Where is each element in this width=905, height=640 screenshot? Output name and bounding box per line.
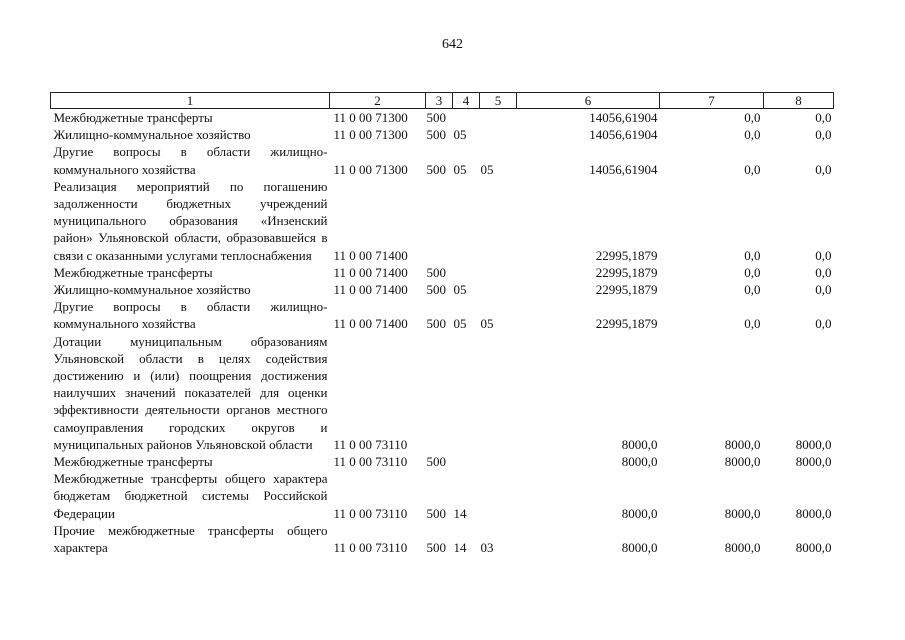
row-col3: 500 — [426, 161, 446, 177]
table-row — [51, 109, 834, 127]
row-col3 — [426, 178, 453, 264]
row-col7: 0,0 — [744, 161, 761, 177]
row-code: 11 0 00 71400 — [333, 247, 408, 263]
row-col6: 22995,1879 — [595, 282, 658, 298]
row-col3: 500 — [426, 127, 446, 143]
table-row — [51, 143, 834, 177]
row-col5 — [480, 178, 517, 264]
row-code: 11 0 00 73110 — [333, 436, 408, 452]
row-code: 11 0 00 71400 — [333, 282, 408, 298]
row-col7: 0,0 — [744, 247, 761, 263]
row-col8: 0,0 — [815, 127, 832, 143]
row-col4 — [453, 453, 480, 470]
budget-table-container — [50, 92, 833, 556]
row-col6: 8000,0 — [621, 454, 658, 470]
row-col8: 0,0 — [815, 247, 832, 263]
row-col7: 0,0 — [744, 282, 761, 298]
row-code: 11 0 00 71400 — [333, 316, 408, 332]
row-col8: 8000,0 — [795, 454, 832, 470]
row-col4 — [453, 109, 480, 127]
table-row — [51, 522, 834, 556]
row-col8: 8000,0 — [795, 436, 832, 452]
row-col3: 500 — [426, 454, 446, 470]
row-col5 — [480, 281, 517, 298]
row-name: Межбюджетные трансферты общего характера бюджетам бюджетной системы Российской Федерации — [53, 471, 328, 521]
header-cell-1: 1 — [51, 93, 330, 109]
table-row — [51, 453, 834, 470]
row-col3: 500 — [426, 540, 446, 556]
row-col7: 0,0 — [744, 127, 761, 143]
row-col7: 0,0 — [744, 316, 761, 332]
row-name: Жилищно-коммунальное хозяйство — [53, 282, 251, 298]
row-col8: 0,0 — [815, 264, 832, 280]
row-col3: 500 — [426, 110, 446, 125]
header-cell-5: 5 — [480, 93, 517, 109]
row-col7: 8000,0 — [724, 454, 761, 470]
row-col3: 500 — [426, 505, 446, 521]
header-cell-6: 6 — [517, 93, 660, 109]
row-col5 — [480, 453, 517, 470]
table-header — [51, 93, 834, 109]
row-name: Другие вопросы в области жилищно-коммунального хозяйства — [53, 144, 328, 177]
row-col4: 14 — [453, 505, 467, 521]
row-col3: 500 — [426, 316, 446, 332]
row-col6: 14056,61904 — [589, 127, 658, 143]
row-col6: 22995,1879 — [595, 247, 658, 263]
table-row — [51, 281, 834, 298]
row-col7: 0,0 — [744, 264, 761, 280]
row-col7: 8000,0 — [724, 505, 761, 521]
table-row — [51, 333, 834, 453]
row-name: Прочие межбюджетные трансферты общего характера — [53, 522, 328, 556]
page-number: 642 — [442, 37, 463, 52]
row-col6: 14056,61904 — [589, 161, 658, 177]
table-row — [51, 264, 834, 281]
row-col4: 05 — [453, 282, 467, 298]
table-row — [51, 298, 834, 332]
row-name: Дотации муниципальным образованиям Ульяновской области в целях содействия достижению и (или) поощрения достижения наилучших значений показателей для оценки эффективности деятельности органов местного самоуправления городских округов и муниципальных районов Ульяновской области — [53, 333, 328, 452]
row-name: Межбюджетные трансферты — [53, 110, 213, 125]
row-col3: 500 — [426, 264, 446, 280]
budget-table — [50, 92, 834, 556]
row-code: 11 0 00 71300 — [333, 110, 408, 125]
header-row — [51, 93, 834, 109]
row-name: Межбюджетные трансферты — [53, 454, 213, 470]
row-col4 — [453, 333, 480, 453]
row-col5 — [480, 126, 517, 143]
header-cell-7: 7 — [660, 93, 764, 109]
row-col4 — [453, 178, 480, 264]
row-col4: 14 — [453, 540, 467, 556]
row-col5 — [480, 470, 517, 522]
row-name: Межбюджетные трансферты — [53, 264, 213, 280]
row-code: 11 0 00 71400 — [333, 264, 408, 280]
row-col5 — [480, 264, 517, 281]
row-col4 — [453, 264, 480, 281]
row-col5: 03 — [480, 540, 494, 556]
header-cell-4: 4 — [453, 93, 480, 109]
row-code: 11 0 00 73110 — [333, 540, 408, 556]
row-name: Другие вопросы в области жилищно-коммунального хозяйства — [53, 299, 328, 332]
row-col7: 8000,0 — [724, 540, 761, 556]
row-col3: 500 — [426, 282, 446, 298]
header-cell-8: 8 — [764, 93, 834, 109]
row-code: 11 0 00 71300 — [333, 127, 408, 143]
row-col7: 0,0 — [744, 110, 761, 125]
row-col8: 8000,0 — [795, 505, 832, 521]
row-col8: 0,0 — [815, 161, 832, 177]
row-col8: 0,0 — [815, 316, 832, 332]
table-row — [51, 126, 834, 143]
row-col6: 8000,0 — [621, 505, 658, 521]
row-col5 — [480, 333, 517, 453]
row-col5: 05 — [480, 161, 494, 177]
row-col6: 22995,1879 — [595, 264, 658, 280]
row-code: 11 0 00 73110 — [333, 505, 408, 521]
row-col6: 8000,0 — [621, 436, 658, 452]
row-col4: 05 — [453, 316, 467, 332]
row-col4: 05 — [453, 127, 467, 143]
row-col4: 05 — [453, 161, 467, 177]
table-row — [51, 178, 834, 264]
row-col6: 8000,0 — [621, 540, 658, 556]
row-name: Реализация мероприятий по погашению задолженности бюджетных учреждений муниципального образования «Инзенский район» Ульяновской области, образовавшейся в связи с оказанными услугами теплоснабжения — [53, 178, 328, 263]
row-col8: 0,0 — [815, 110, 832, 125]
row-code: 11 0 00 73110 — [333, 454, 408, 470]
row-name: Жилищно-коммунальное хозяйство — [53, 127, 251, 143]
row-col6: 14056,61904 — [589, 110, 658, 125]
row-col7: 8000,0 — [724, 436, 761, 452]
row-code: 11 0 00 71300 — [333, 161, 408, 177]
row-col6: 22995,1879 — [595, 316, 658, 332]
row-col5: 05 — [480, 316, 494, 332]
header-cell-2: 2 — [330, 93, 426, 109]
row-col8: 0,0 — [815, 282, 832, 298]
row-col8: 8000,0 — [795, 540, 832, 556]
table-row — [51, 470, 834, 522]
table-body — [51, 109, 834, 557]
row-col5 — [480, 109, 517, 127]
header-cell-3: 3 — [426, 93, 453, 109]
row-col3 — [426, 333, 453, 453]
